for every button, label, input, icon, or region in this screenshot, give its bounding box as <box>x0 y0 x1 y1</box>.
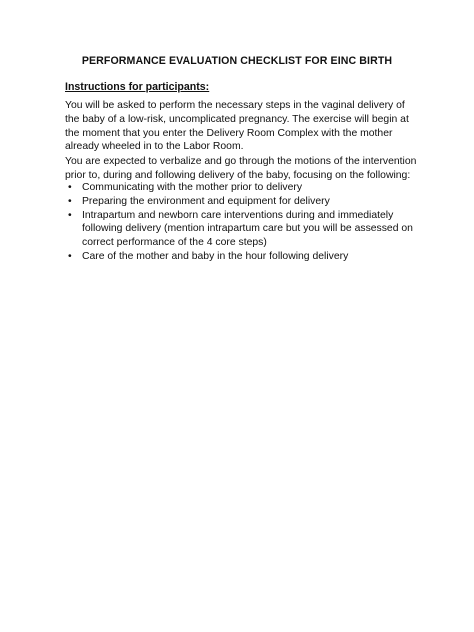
bullet-icon: • <box>68 182 72 193</box>
list-item <box>65 250 420 264</box>
instructions-heading: Instructions for participants: <box>65 81 210 93</box>
focus-bullet-list <box>65 181 420 264</box>
bullet-text: Intrapartum and newborn care interventions during and immediately following delivery (mention intrapartum care but you will be assessed on correct performance of the 4 core steps) <box>82 209 413 249</box>
list-item <box>65 209 420 250</box>
bullet-icon: • <box>68 209 72 221</box>
document-title: PERFORMANCE EVALUATION CHECKLIST FOR EINC BIRTH <box>81 55 393 67</box>
instructions-paragraph-2: You are expected to verbalize and go through the motions of the intervention prior to, during and following delivery of the baby, focusing on the following: <box>65 156 417 181</box>
bullet-text: Preparing the environment and equipment for delivery <box>82 195 330 207</box>
bullet-icon: • <box>68 250 72 262</box>
list-item <box>65 195 420 209</box>
instructions-paragraph-1: You will be asked to perform the necessary steps in the vaginal delivery of the baby of a low-risk, uncomplicated pregnancy. The exercise will begin at the moment that you enter the Delivery Room Complex with the mother already wheeled in to the Labor Room. <box>65 100 409 153</box>
bullet-icon: • <box>68 195 72 207</box>
bullet-text: Communicating with the mother prior to delivery <box>82 182 303 193</box>
bullet-text: Care of the mother and baby in the hour following delivery <box>82 250 349 262</box>
list-item <box>65 181 420 195</box>
